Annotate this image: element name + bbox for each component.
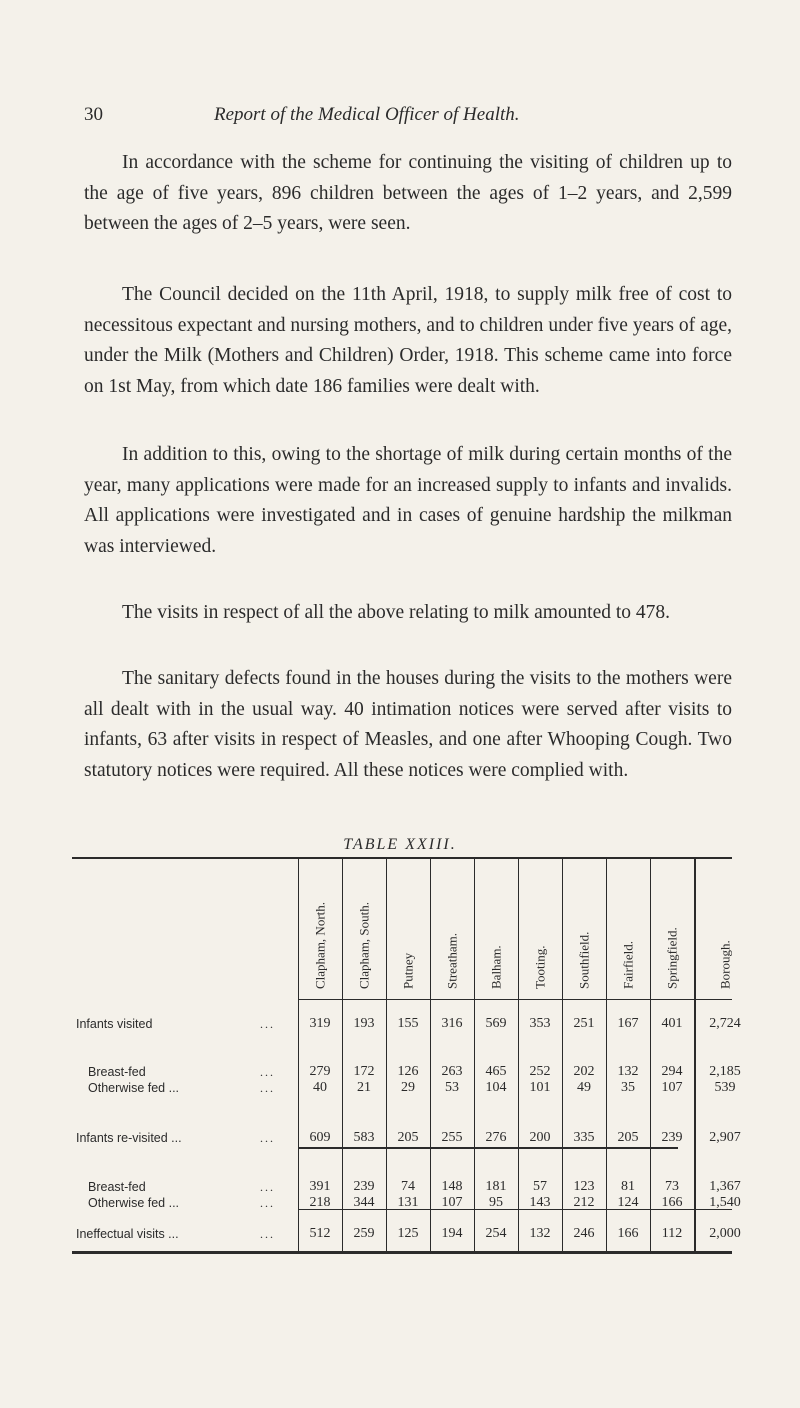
running-title: Report of the Medical Officer of Health. [214, 104, 520, 125]
table-cell: 74 [401, 1179, 415, 1194]
table-cell: 132 [617, 1064, 639, 1079]
table-cell: 155 [397, 1016, 419, 1031]
table-cell: 202 [573, 1064, 595, 1079]
table-cell: 2,724 [709, 1016, 741, 1031]
table-cell: 181 [485, 1179, 507, 1194]
table-cell: 125 [397, 1226, 419, 1241]
table-cell: 239 [353, 1179, 375, 1194]
column-header: Clapham, North. [312, 901, 328, 989]
table-cell: 294 [661, 1064, 683, 1079]
table-cell: 335 [573, 1130, 595, 1145]
column-header: Clapham, South. [356, 901, 372, 989]
paragraph-milk-visits: The visits in respect of all the above relating to milk amounted to 478. [122, 602, 671, 623]
table-cell: 512 [309, 1226, 331, 1241]
table-cell: 172 [353, 1064, 375, 1079]
table-cell: 126 [397, 1064, 419, 1079]
column-header: Balham. [488, 945, 504, 989]
table-cell: 255 [441, 1130, 463, 1145]
row-label: Infants re-visited ... [76, 1131, 182, 1145]
row-label: Otherwise fed ... [88, 1081, 180, 1095]
row-leader-dots: ... [260, 1196, 275, 1210]
table-cell: 101 [529, 1080, 551, 1095]
table-cell: 205 [617, 1130, 639, 1145]
row-leader-dots: ... [260, 1180, 275, 1194]
table-cell: 166 [661, 1195, 683, 1210]
table-cell: 132 [529, 1226, 551, 1241]
row-label: Breast-fed [88, 1180, 146, 1194]
table-cell: 40 [313, 1080, 327, 1095]
table-cell: 263 [441, 1064, 463, 1079]
table-cell: 1,367 [709, 1179, 741, 1194]
paragraph-sanitary-defects: The sanitary defects found in the houses during the visits to the mothers were all dealt with in the usual way. 40 intimation notices were served after visits to infants, 63 after visits in respect of Measles, and one after Whooping Cough. Two statutory notices were required. All these notices were complied with. [84, 668, 732, 781]
statistics-table [72, 855, 741, 1255]
table-cell: 205 [397, 1130, 419, 1145]
row-label: Infants visited [76, 1017, 153, 1031]
table-cell: 73 [665, 1179, 679, 1194]
table-cell: 95 [489, 1195, 503, 1210]
table-cell: 239 [661, 1130, 683, 1145]
column-header: Putney [400, 952, 416, 989]
column-header: Fairfield. [620, 940, 636, 989]
table-cell: 583 [353, 1130, 375, 1145]
row-label: Ineffectual visits ... [76, 1227, 179, 1241]
table-cell: 104 [485, 1080, 507, 1095]
column-header: Streatham. [444, 933, 460, 989]
column-header: Springfield. [664, 927, 680, 989]
table-cell: 2,000 [709, 1226, 741, 1241]
table-cell: 344 [353, 1195, 375, 1210]
table-cell: 200 [529, 1130, 551, 1145]
table-title: TABLE XXIII. [343, 836, 457, 853]
table-top-rule [72, 857, 732, 859]
table-cell: 143 [529, 1195, 551, 1210]
table-cell: 81 [621, 1179, 635, 1194]
row-label: Breast-fed [88, 1065, 146, 1079]
table-cell: 319 [309, 1016, 331, 1031]
table-cell: 251 [573, 1016, 595, 1031]
table-cell: 107 [441, 1195, 463, 1210]
table-cell: 252 [529, 1064, 551, 1079]
table-cell: 259 [353, 1226, 375, 1241]
table-cell: 193 [353, 1016, 375, 1031]
table-cell: 401 [661, 1016, 683, 1031]
row-leader-dots: ... [260, 1017, 275, 1031]
row-leader-dots: ... [260, 1131, 275, 1145]
page-number: 30 [84, 104, 103, 125]
table-cell: 391 [309, 1179, 331, 1194]
table-cell: 35 [621, 1080, 635, 1095]
table-cell: 218 [309, 1195, 331, 1210]
table-bottom-rule [72, 1251, 732, 1254]
table-cell: 276 [485, 1130, 507, 1145]
table-cell: 353 [529, 1016, 551, 1031]
header-bottom-rule [298, 999, 732, 1000]
table-cell: 166 [617, 1226, 639, 1241]
table-cell: 465 [485, 1064, 507, 1079]
table-cell: 316 [441, 1016, 463, 1031]
table-cell: 609 [309, 1130, 331, 1145]
table-cell: 569 [485, 1016, 507, 1031]
row-leader-dots: ... [260, 1227, 275, 1241]
row-leader-dots: ... [260, 1065, 275, 1079]
table-cell: 112 [661, 1226, 683, 1241]
table-cell: 49 [577, 1080, 591, 1095]
column-header: Borough. [717, 940, 733, 989]
table-cell: 2,907 [709, 1130, 741, 1145]
table-cell: 124 [617, 1195, 639, 1210]
table-cell: 279 [309, 1064, 331, 1079]
table-cell: 123 [573, 1179, 595, 1194]
table-cell: 131 [397, 1195, 419, 1210]
table-cell: 29 [401, 1080, 415, 1095]
revisited-top-rule [298, 1147, 678, 1149]
table-cell: 194 [441, 1226, 463, 1241]
table-cell: 148 [441, 1179, 463, 1194]
row-leader-dots: ... [260, 1081, 275, 1095]
table-cell: 254 [485, 1226, 507, 1241]
page-header [84, 104, 724, 134]
table-cell: 167 [617, 1016, 639, 1031]
table-cell: 2,185 [709, 1064, 741, 1079]
table-cell: 57 [533, 1179, 547, 1194]
table-cell: 53 [445, 1080, 459, 1095]
paragraph-visiting: In accordance with the scheme for continuing the visiting of children up to the age of five years, 896 children between the ages of 1–2 years, and 2,599 between the ages of 2–5 years, were seen. [84, 152, 732, 234]
table-cell: 21 [357, 1080, 371, 1095]
table-cell: 107 [661, 1080, 683, 1095]
column-header: Tooting. [532, 945, 548, 989]
row-label: Otherwise fed ... [88, 1196, 180, 1210]
paragraph-milk-shortage: In addition to this, owing to the shortage of milk during certain months of the year, many applications were made for an increased supply to infants and invalids. All applications were investigated and in cases of genuine hardship the milkman was interviewed. [84, 444, 732, 557]
column-header: Southfield. [576, 931, 592, 989]
table-cell: 1,540 [709, 1195, 741, 1210]
table-cell: 212 [573, 1195, 595, 1210]
table-cell: 246 [573, 1226, 595, 1241]
table-cell: 539 [714, 1080, 736, 1095]
paragraph-milk-scheme: The Council decided on the 11th April, 1918, to supply milk free of cost to necessitous expectant and nursing mothers, and to children under five years of age, under the Milk (Mothers and Children) Order, 1918. This scheme came into force on 1st May, from which date 186 families were dealt with. [84, 284, 732, 397]
